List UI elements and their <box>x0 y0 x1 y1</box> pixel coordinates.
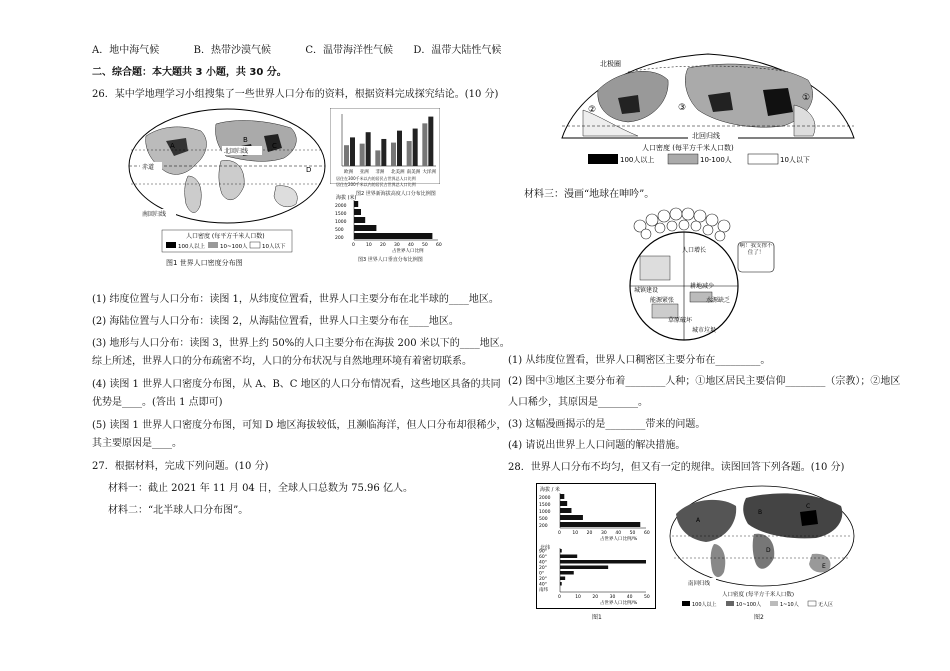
fig2-chart <box>330 108 440 184</box>
lat-bar <box>560 555 577 559</box>
nmap-swatch-dense <box>588 154 618 164</box>
lat-y-tick: 20° <box>539 566 547 571</box>
tropic-label: 北回归线 <box>692 132 720 140</box>
fig2-bar <box>391 143 396 166</box>
fig3-xlabel: 占世界人口比例 <box>392 249 424 254</box>
q28-latitude-chart <box>538 542 654 606</box>
fig3-bar <box>354 233 432 239</box>
q28-legend-2: 10~100人 <box>736 602 762 608</box>
fig2-bar <box>375 150 380 166</box>
lat-y-tick: 90° <box>539 549 547 555</box>
lat-y-tick: 20° <box>539 577 547 582</box>
lat-bar <box>560 582 562 586</box>
fig3-y-tick: 1000 <box>335 220 347 225</box>
arctic-label: 北极圈 <box>600 60 621 68</box>
cartoon-label-energy: 能源紧张 <box>650 297 675 304</box>
question-28: 28．世界人口分布不均匀，但又有一定的规律。读图回答下列各题。(10 分) <box>508 462 845 473</box>
legend-dense: 100人以上 <box>178 244 205 250</box>
fig3-bar <box>354 201 358 207</box>
alt-x-tick: 40 <box>615 531 622 536</box>
fig2-bar <box>344 145 349 166</box>
mark-3: ③ <box>678 103 687 113</box>
fig3-x-tick: 0 <box>352 243 355 248</box>
alt-x-tick: 0 <box>558 531 561 536</box>
alt-y-tick: 2000 <box>539 496 551 501</box>
q27-part-4: (4) 请说出世界上人口问题的解决措施。 <box>508 440 686 451</box>
lat-y-tick: 南纬 <box>539 588 548 593</box>
alt-x-tick: 60 <box>644 531 650 536</box>
part-2: (2) 海陆位置与人口分布：读图 2，从海陆位置看，世界人口主要分布在____地区。 <box>92 316 459 327</box>
fig2-x-tick: 北美洲 <box>391 170 405 175</box>
fig2-bar <box>413 129 418 166</box>
alt-x-tick: 30 <box>601 531 607 536</box>
cartoon-label-farmland: 耕地减少 <box>690 283 715 290</box>
alt-x-tick: 20 <box>586 531 593 536</box>
part-4b: 优势是____。(答出 1 点即可) <box>92 397 223 408</box>
fig3-y-tick: 2000 <box>335 204 347 209</box>
fig3-x-tick: 40 <box>408 243 414 248</box>
label-c: C <box>272 142 277 150</box>
alt-xlabel: 占世界人口比例/% <box>600 537 638 542</box>
part-5b: 其主要原因是____。 <box>92 438 182 449</box>
material-3: 材料三：漫画“地球在呻吟”。 <box>524 189 655 200</box>
alt-bar <box>560 515 583 520</box>
fig3-chart <box>334 192 446 258</box>
lat-y-tick: 40° <box>539 560 547 566</box>
alt-y-tick: 500 <box>539 517 548 522</box>
cartoon-label-water: 水源缺乏 <box>706 297 731 304</box>
label-b: B <box>243 136 248 144</box>
alt-title: 海拔 / 米 <box>540 487 560 493</box>
fig3-x-tick: 50 <box>422 243 428 248</box>
lat-x-tick: 0 <box>558 595 561 600</box>
label-d: D <box>306 166 312 174</box>
lat-bar <box>560 560 646 564</box>
fig1-caption: 图1 世界人口密度分布图 <box>166 259 243 267</box>
lat-bar <box>560 571 574 575</box>
cartoon-label-garbage: 城市垃圾 <box>692 327 717 334</box>
cartoon-label-growth: 人口增长 <box>682 247 707 254</box>
fig3-x-tick: 60 <box>436 243 442 248</box>
lat-bar <box>560 577 565 581</box>
alt-y-tick: 1500 <box>539 503 551 508</box>
lat-x-tick: 10 <box>575 595 581 600</box>
q28-tropic-s: 南回归线 <box>688 581 711 587</box>
question-26: 26．某中学地理学习小组搜集了一些世界人口分布的资料，根据资料完成探究结论。(10 分) <box>92 89 499 100</box>
q27-part-1: (1) 从纬度位置看，世界人口稠密区主要分布在_________。 <box>508 355 771 366</box>
q28-altitude-chart <box>538 484 654 542</box>
legend-swatch-sparse <box>250 242 260 248</box>
mark-2: ② <box>588 105 597 115</box>
alt-y-tick: 1000 <box>539 510 551 515</box>
fig2-x-tick: 非洲 <box>375 170 385 175</box>
alt-bar <box>560 508 571 513</box>
fig2-bar <box>428 117 433 166</box>
fig3-y-tick: 200 <box>335 236 344 241</box>
legend-swatch-mid <box>208 242 218 248</box>
fig3-bar <box>354 217 365 223</box>
lat-bar <box>560 566 608 570</box>
legend-swatch-dense <box>166 242 176 248</box>
fig2-bar <box>422 123 427 166</box>
option-b: B．热带沙漠气候 <box>193 45 271 56</box>
part-1: (1) 纬度位置与人口分布：读图 1，从纬度位置看，世界人口主要分布在北半球的____地区。 <box>92 294 499 305</box>
fig2-legend-1: 居住在300千米以内的居民占世界总人口比例 <box>336 176 416 181</box>
part-4a: (4) 读图 1 世界人口密度分布图，从 A、B、C 地区的人口分布情况看，这些地区具备的共同 <box>92 379 501 390</box>
fig2-bar <box>397 131 402 166</box>
fig3-x-tick: 30 <box>394 243 400 248</box>
fig3-bar <box>354 209 361 215</box>
q28-label-d: D <box>766 547 771 554</box>
fig2-x-tick: 欧洲 <box>344 170 353 175</box>
legend-sparse: 10人以下 <box>262 244 286 250</box>
fig3-caption: 图3 世界人口垂直分布比例图 <box>358 257 423 263</box>
fig2-x-tick: 大洋洲 <box>422 170 436 175</box>
equator-label: 赤道 <box>142 164 155 171</box>
option-a: A．地中海气候 <box>92 45 160 56</box>
q28-label-e: E <box>822 563 826 570</box>
fig3-title: 海拔 (米) <box>336 195 357 201</box>
alt-x-tick: 10 <box>572 531 579 536</box>
fig3-y-tick: 500 <box>335 228 344 233</box>
cartoon-speech: 啊！我支撑不住了！ <box>739 243 773 256</box>
q28-swatch-2 <box>726 601 734 606</box>
fig3-bar <box>354 225 376 231</box>
lat-x-tick: 50 <box>644 595 650 600</box>
q28-label-b: B <box>758 509 763 516</box>
q28-fig1-caption: 图1 <box>592 614 602 621</box>
alt-y-tick: 200 <box>539 524 548 529</box>
nmap-swatch-mid <box>668 154 698 164</box>
q28-swatch-1 <box>682 601 690 606</box>
fig2-bar <box>381 139 386 166</box>
mark-1: ① <box>802 93 811 103</box>
legend-mid: 10~100人 <box>220 244 248 250</box>
nmap-swatch-sparse <box>748 154 778 164</box>
tropic-n-label: 北回归线 <box>224 148 249 155</box>
fig2-bar <box>366 132 371 166</box>
part-3b: 综上所述，世界人口的分布疏密不均，人口的分布状况与自然地理环境有着密切联系。 <box>92 356 472 367</box>
q28-legend-3: 1~10人 <box>780 602 799 608</box>
option-d: D．温带大陆性气候 <box>413 45 502 56</box>
northern-hemisphere-map <box>558 50 858 168</box>
fig3-x-tick: 20 <box>380 243 386 248</box>
q27-part-2a: (2) 图中③地区主要分布着________人种；①地区居民主要信仰________（宗教）；②地区 <box>508 376 901 387</box>
material-2: 材料二：“北半球人口分布图”。 <box>108 505 249 516</box>
alt-bar <box>560 501 567 506</box>
alt-x-tick: 50 <box>629 531 636 536</box>
lat-title: 北纬 <box>540 545 551 551</box>
q28-fig2-caption: 图2 <box>754 614 764 621</box>
cartoon-label-grassland: 草原破坏 <box>668 317 693 324</box>
nmap-legend-sparse: 10人以下 <box>780 156 810 164</box>
options-line <box>92 44 501 58</box>
nmap-legend-title: 人口密度 (每平方千米人口数) <box>642 144 734 152</box>
q28-swatch-3 <box>770 601 778 606</box>
fig2-legend-2: 居住在200千米以内的居民占世界总人口比例 <box>336 182 416 187</box>
nmap-legend-mid: 10-100人 <box>700 156 732 164</box>
q28-legend-title: 人口密度 (每平方千米人口数) <box>722 592 795 598</box>
lat-x-tick: 40 <box>626 595 633 600</box>
material-1: 材料一：截止 2021 年 11 月 04 日，全球人口总数为 75.96 亿人。 <box>108 483 413 494</box>
nmap-legend-dense: 100人以上 <box>620 156 655 164</box>
legend-title: 人口密度 (每平方千米人口数) <box>186 233 265 240</box>
fig3-y-tick: 1500 <box>335 212 347 217</box>
q27-part-3: (3) 这幅漫画揭示的是________带来的问题。 <box>508 419 706 430</box>
lat-bar <box>560 549 562 553</box>
fig2-x-tick: 南美洲 <box>406 170 421 175</box>
part-5a: (5) 读图 1 世界人口密度分布图，可知 D 地区海拔较低，且濒临海洋，但人口分布却很稀少， <box>92 420 507 431</box>
lat-y-tick: 40° <box>539 582 547 588</box>
q28-label-a: A <box>696 517 701 524</box>
q28-label-c: C <box>806 503 811 510</box>
q28-swatch-4 <box>808 601 816 606</box>
q28-legend-4: 无人区 <box>818 602 834 608</box>
alt-bar <box>560 494 564 499</box>
fig3-x-tick: 10 <box>366 243 372 248</box>
label-a: A <box>170 142 175 150</box>
earth-groaning-cartoon <box>620 206 780 346</box>
lat-xlabel: 占世界人口比例/% <box>600 601 638 606</box>
fig2-bar <box>350 137 355 166</box>
fig2-x-tick: 亚洲 <box>359 170 369 175</box>
q27-part-2b: 人口稀少，其原因是________。 <box>508 397 648 408</box>
section-heading: 二、综合题：本大题共 3 小题，共 30 分。 <box>92 67 287 78</box>
lat-x-tick: 20 <box>592 595 599 600</box>
fig2-caption: 图2 世界新海拔高度人口分布比例图 <box>356 191 436 197</box>
world-density-map <box>126 106 328 256</box>
q28-legend-1: 100人以上 <box>692 602 717 608</box>
lat-x-tick: 30 <box>609 595 616 600</box>
fig2-bar <box>360 144 365 166</box>
cartoon-label-urban: 城镇建设 <box>634 287 659 294</box>
fig2-bar <box>407 141 412 166</box>
option-c: C．温带海洋性气候 <box>305 45 393 56</box>
lat-y-tick: 0° <box>539 571 545 577</box>
q28-world-map <box>666 484 858 612</box>
question-27: 27．根据材料，完成下列问题。(10 分) <box>92 461 269 472</box>
part-3a: (3) 地形与人口分布：读图 3，世界上约 50%的人口主要分布在海拔 200 米以下的____地区。 <box>92 338 510 349</box>
alt-bar <box>560 522 640 527</box>
lat-y-tick: 60° <box>539 555 547 560</box>
tropic-s-label: 南回归线 <box>142 211 167 218</box>
